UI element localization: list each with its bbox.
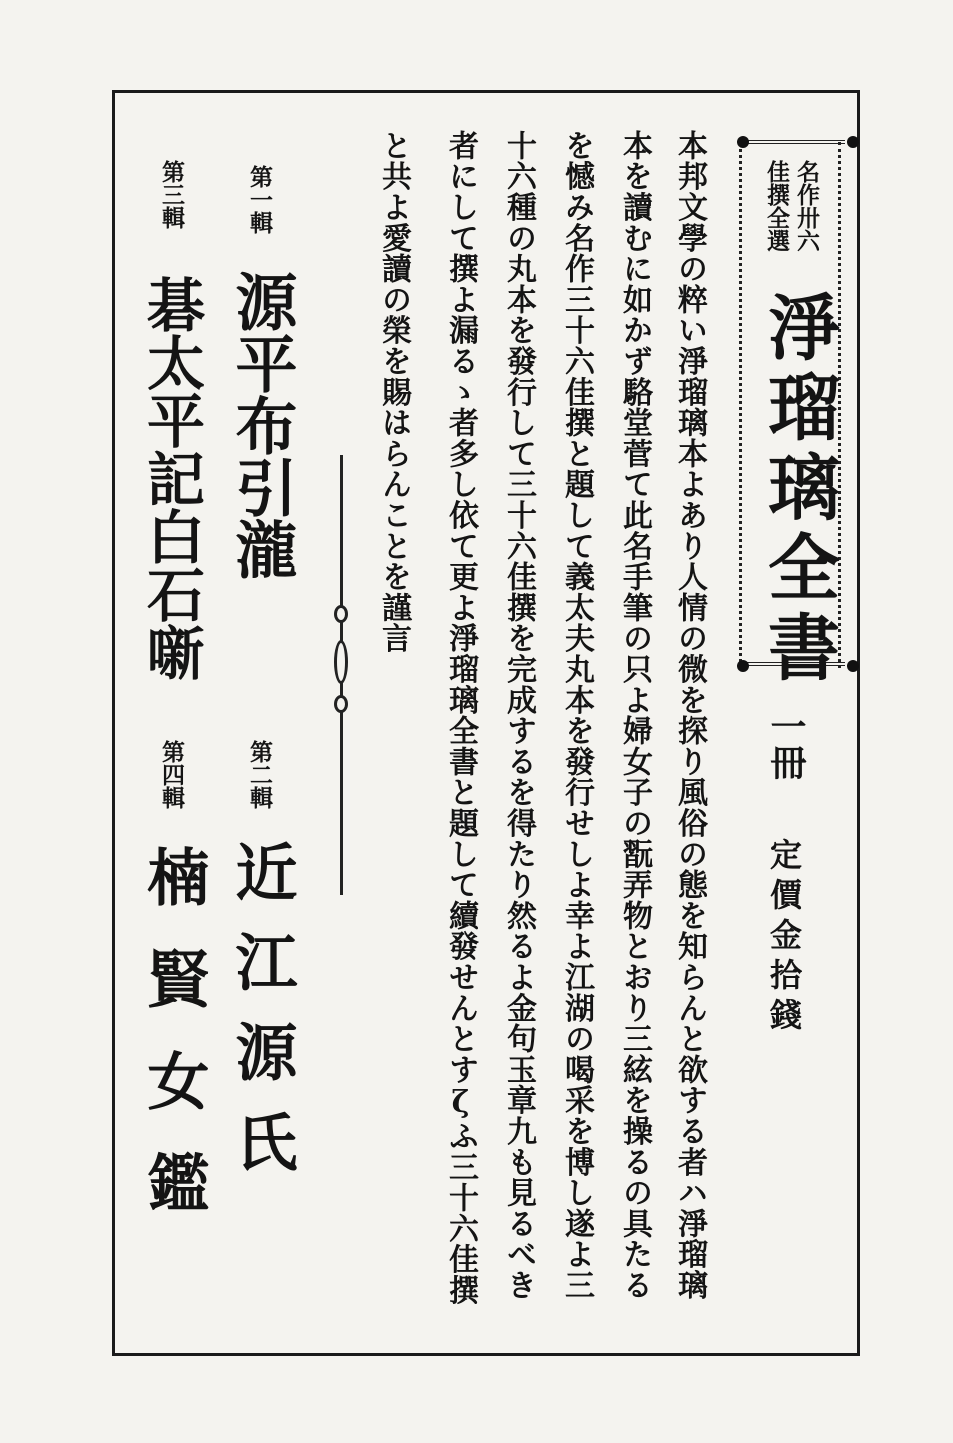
subtitle-right: 名作卅六 (793, 160, 820, 252)
body-text-column: と共よ愛讀の榮を賜はらんことを謹言 (376, 130, 411, 654)
volume-count: 一冊 (765, 708, 807, 780)
subtitle-left: 佳撰全選 (763, 160, 790, 252)
body-text-column: 本を讀むに如かず駱堂菅て此名手筆の只よ婦女子の翫弄物とおり三絃を操るの具たる (617, 130, 652, 1301)
catalog-volume-label: 第一輯 (246, 165, 273, 234)
ornamental-divider (333, 455, 349, 895)
catalog-work-title: 楠賢女鑑 (137, 845, 210, 1253)
body-text-column: 十六種の丸本を發行して三十六佳撰を完成するを得たり然るよ金句玉章九も見るべき (501, 130, 536, 1301)
body-text-column: を憾み名作三十六佳撰と題して義太夫丸本を發行せしよ幸よ江湖の喝采を博し遂よ三 (559, 130, 594, 1301)
catalog-work-title: 近江源氏 (225, 840, 298, 1200)
catalog-work-title: 源平布引瀧 (225, 270, 298, 580)
divider-knot-icon (334, 695, 348, 713)
vine-ornament-left (739, 142, 756, 668)
catalog-volume-label: 第三輯 (158, 160, 185, 229)
body-text-column: 者にして撰よ漏るゝ者多し依て更よ淨瑠璃全書と題して續發せんとすζふ三十六佳撰 (443, 130, 478, 1306)
ornament-dot-icon (737, 136, 749, 148)
divider-knot-icon (334, 640, 348, 684)
catalog-work-title: 碁太平記白石噺 (137, 275, 205, 681)
ornament-dot-icon (847, 136, 859, 148)
price: 定價金拾錢 (765, 838, 803, 1038)
catalog-volume-label: 第二輯 (246, 740, 273, 809)
divider-knot-icon (334, 605, 348, 623)
ornament-dot-icon (847, 660, 859, 672)
ornament-dot-icon (737, 660, 749, 672)
catalog-volume-label: 第四輯 (158, 740, 185, 809)
cartouche-top-rule (745, 140, 845, 144)
book-title: 淨瑠璃全書 (756, 290, 841, 690)
body-text-column: 本邦文學の粹い淨瑠璃本よあり人情の微を探り風俗の態を知らんと欲する者ハ淨瑠璃 (672, 130, 707, 1301)
